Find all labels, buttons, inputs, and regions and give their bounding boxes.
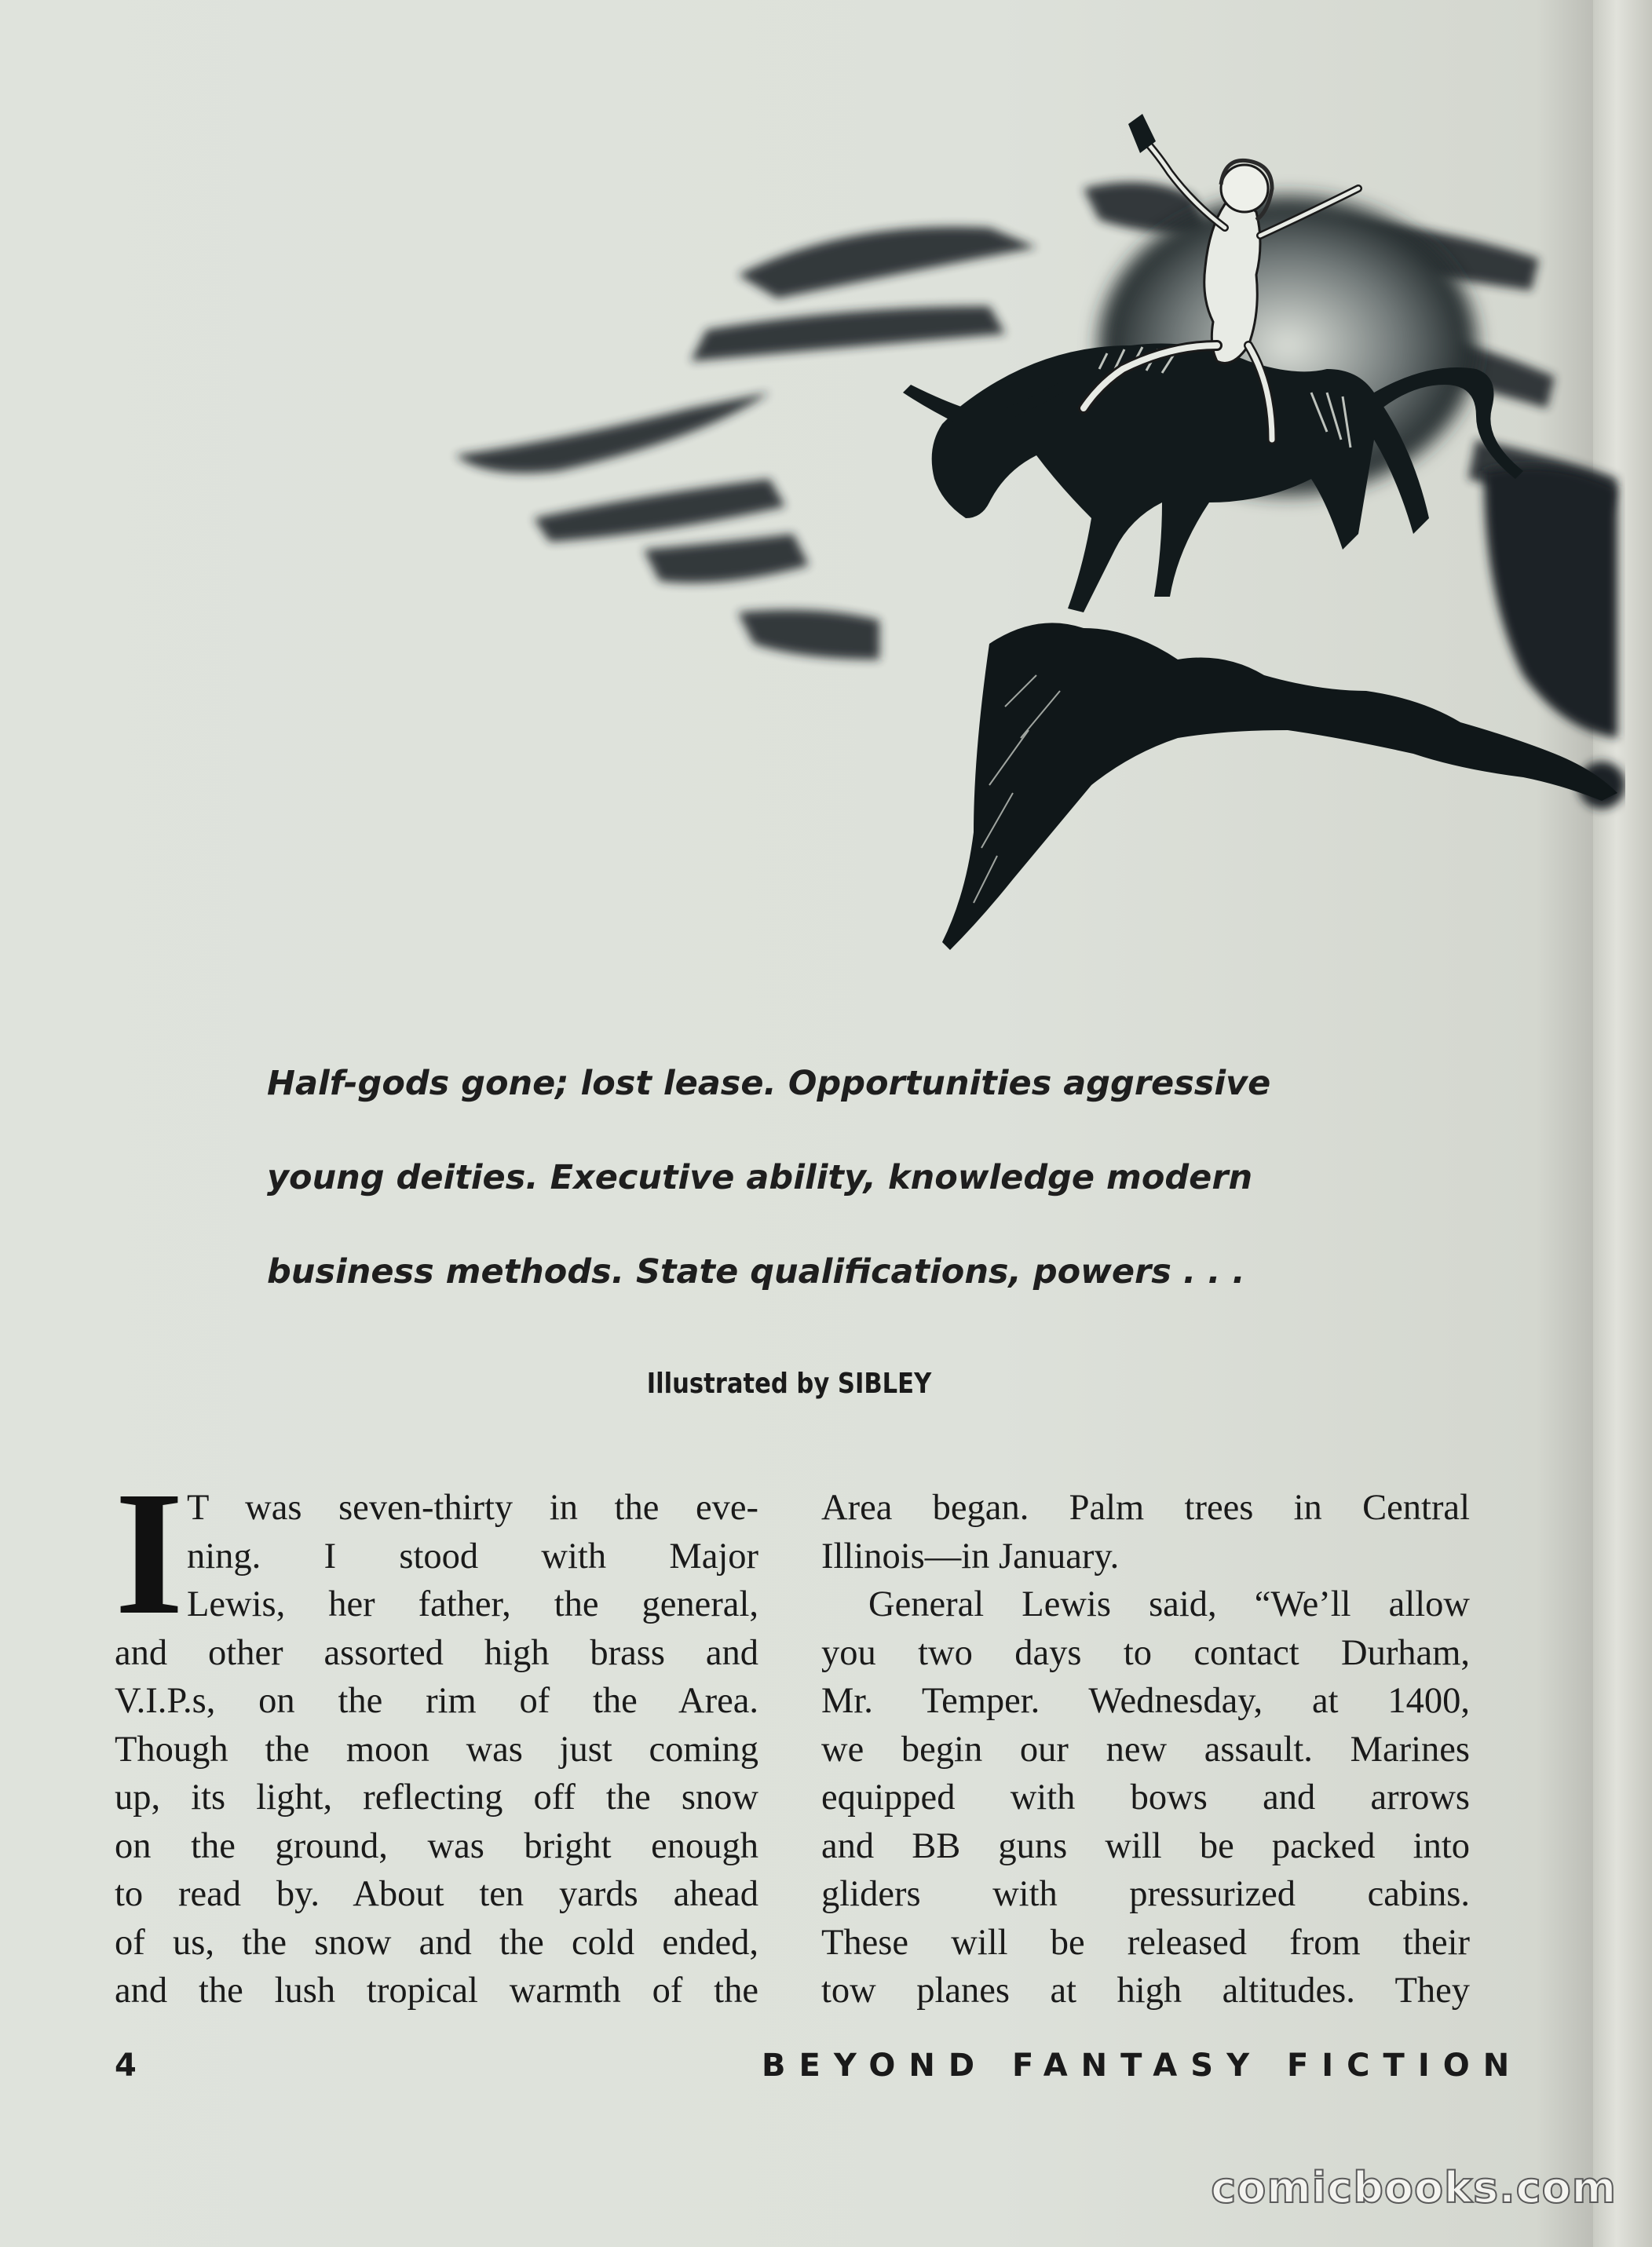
body-line: up, its light, reflecting off the snow — [115, 1778, 758, 1818]
page-number: 4 — [115, 2048, 137, 2084]
body-line: and other assorted high brass and — [115, 1632, 758, 1673]
bull-silhouette — [903, 344, 1523, 613]
body-line: on the ground, was bright enough — [115, 1825, 758, 1866]
body-line: to read by. About ten yards ahead — [115, 1874, 758, 1914]
body-line: Though the moon was just coming — [115, 1729, 758, 1770]
body-line: Mr. Temper. Wednesday, at 1400, — [821, 1681, 1470, 1721]
body-line: V.I.P.s, on the rim of the Area. — [115, 1681, 758, 1721]
body-line: and the lush tropical warmth of the — [115, 1971, 758, 2011]
text-column-right — [821, 1484, 1470, 2015]
body-line: gliders with pressurized cabins. — [821, 1874, 1470, 1914]
body-line: ning. I stood with Major — [187, 1536, 758, 1577]
body-line: Lewis, her father, the general, — [187, 1584, 758, 1624]
running-title: BEYOND FANTASY FICTION — [762, 2048, 1523, 2084]
site-watermark: comicbooks.com — [1211, 2163, 1617, 2212]
body-line: General Lewis said, “We’ll allow — [868, 1584, 1470, 1624]
body-line: T was seven-thirty in the eve- — [187, 1488, 758, 1528]
body-line: These will be released from their — [821, 1922, 1470, 1963]
body-line: we begin our new assault. Marines — [821, 1729, 1470, 1770]
story-blurb — [267, 1052, 1335, 1335]
blurb-line: young deities. Executive ability, knowledge modern — [267, 1158, 1253, 1197]
body-line: equipped with bows and arrows — [821, 1778, 1470, 1818]
body-line: and BB guns will be packed into — [821, 1825, 1470, 1866]
blurb-line: business methods. State qualifications, powers . . . — [267, 1252, 1245, 1292]
illustrator-credit: Illustrated by SIBLEY — [646, 1368, 932, 1400]
bull-rider-illustration — [440, 110, 1625, 966]
drop-cap: I — [115, 1455, 184, 1651]
body-line: tow planes at high altitudes. They — [821, 1971, 1470, 2011]
body-line: Area began. Palm trees in Central — [821, 1488, 1470, 1528]
body-line: you two days to contact Durham, — [821, 1632, 1470, 1673]
text-column-left — [115, 1455, 758, 2015]
blurb-line: Half-gods gone; lost lease. Opportunities aggressive — [267, 1064, 1271, 1103]
body-line: Illinois—in January. — [821, 1536, 1120, 1577]
rocky-ledge — [942, 623, 1617, 950]
body-line: of us, the snow and the cold ended, — [115, 1922, 758, 1963]
